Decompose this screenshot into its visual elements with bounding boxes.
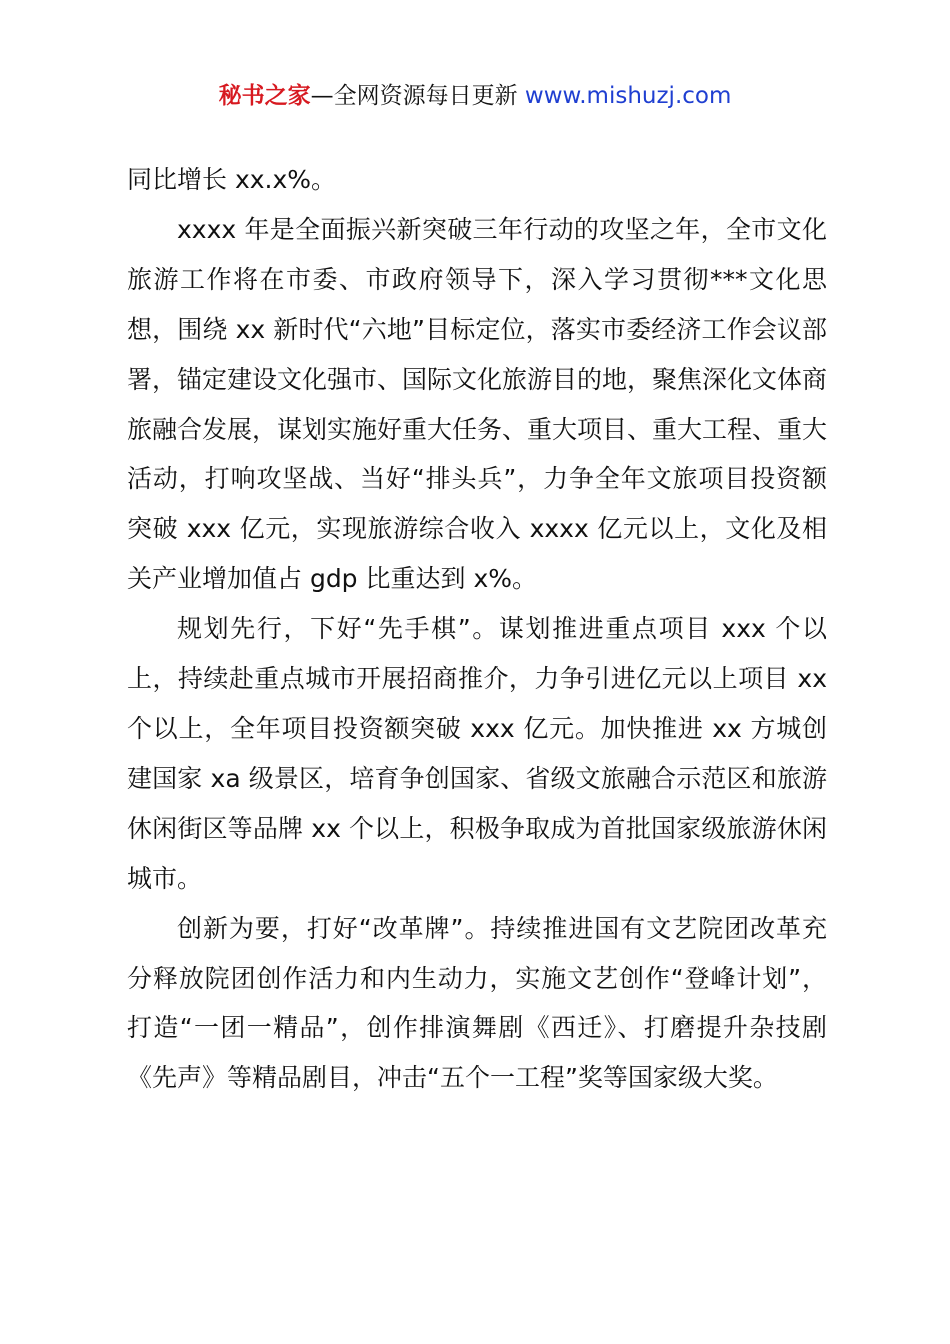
paragraph-innovation: 创新为要，打好“改革牌”。持续推进国有文艺院团改革充分释放院团创作活力和内生动力，实施文艺创作“登峰计划”，打造“一团一精品”，创作排演舞剧《西迁》、打磨提升杂技剧《先声》等精品剧目，冲击“五个一工程”奖等国家级大奖。 — [127, 913, 827, 1093]
page-header — [0, 80, 950, 112]
header-tagline: —全网资源每日更新 — [310, 83, 518, 109]
paragraph-overview: xxxx 年是全面振兴新突破三年行动的攻坚之年，全市文化旅游工作将在市委、市政府领导下，深入学习贯彻***文化思想，围绕 xx 新时代“六地”目标定位，落实市委经济工作会议部署，锚定建设文化强市、国际文化旅游目的地，聚焦深化文体商旅融合发展，谋划实施好重大任务、重大项目、重大工程、重大活动，打响攻坚战、当好“排头兵”，力争全年文旅项目投资额突破 xxx 亿元，实现旅游综合收入 xxxx 亿元以上，文化及相关产业增加值占 gdp 比重达到 x%。 — [127, 214, 828, 594]
paragraph-continuation: 同比增长 xx.x%。 — [127, 165, 337, 194]
brand-name: 秘书之家 — [218, 83, 311, 109]
site-url-link[interactable]: www.mishuzj.com — [524, 83, 732, 109]
paragraph-planning: 规划先行，下好“先手棋”。谋划推进重点项目 xxx 个以上，持续赴重点城市开展招商推介，力争引进亿元以上项目 xx 个以上，全年项目投资额突破 xxx 亿元。加快推进 xx 方城创建国家 xa 级景区，培育争创国家、省级文旅融合示范区和旅游休闲街区等品牌 xx 个以上，积极争取成为首批国家级旅游休闲城市。 — [127, 614, 827, 893]
document-body — [127, 155, 827, 1103]
